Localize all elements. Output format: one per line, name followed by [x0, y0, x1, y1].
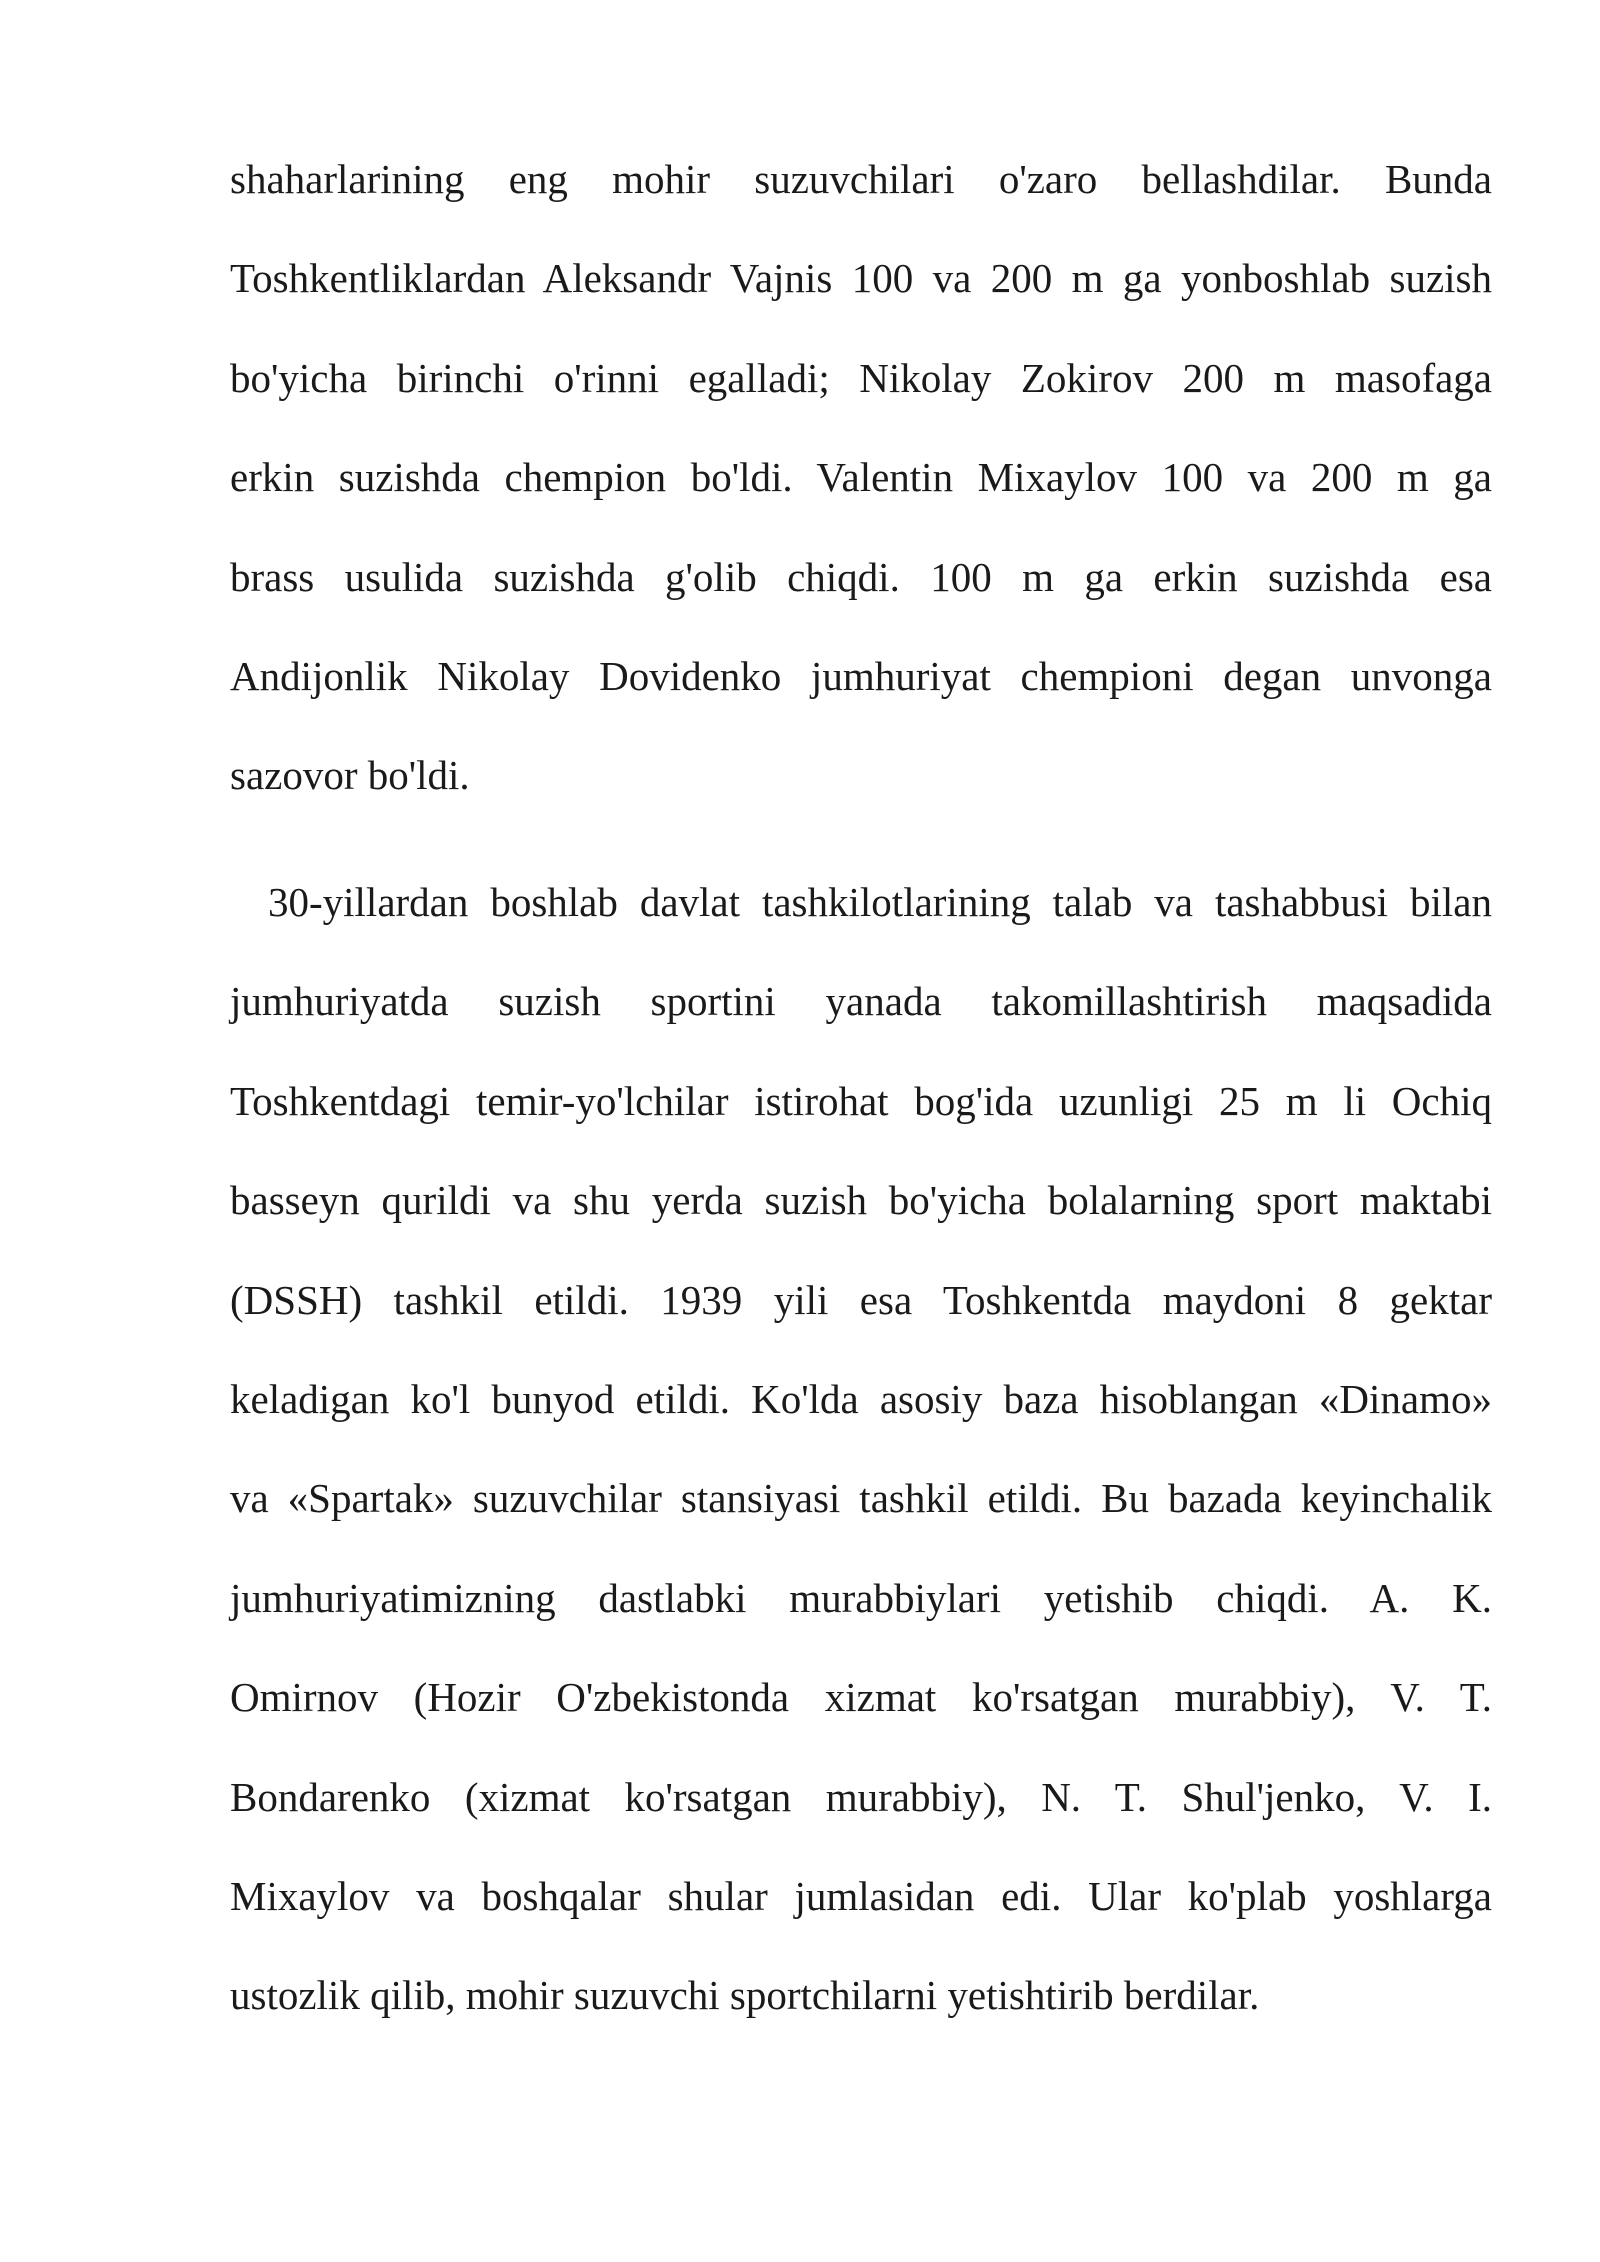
- paragraph-1: [230, 130, 1492, 826]
- paragraph-line: brass usulida suzishda g'olib chiqdi. 100 m ga erkin suzishda esa: [230, 553, 1492, 600]
- paragraph-line: 30-yillardan boshlab davlat tashkilotlarining talab va tashabbusi bilan: [268, 879, 1492, 925]
- paragraph-line: Andijonlik Nikolay Dovidenko jumhuriyat chempioni degan unvonga: [230, 652, 1492, 699]
- paragraph-line: erkin suzishda chempion bo'ldi. Valentin Mixaylov 100 va 200 m ga: [230, 454, 1492, 501]
- paragraph-line: bo'yicha birinchi o'rinni egalladi; Nikolay Zokirov 200 m masofaga: [230, 354, 1492, 401]
- paragraph-line: ustozlik qilib, mohir suzuvchi sportchilarni yetishtirib berdilar.: [230, 1972, 1260, 2019]
- paragraph-line: shaharlarining eng mohir suzuvchilari o'zaro bellashdilar. Bunda: [230, 156, 1492, 202]
- paragraph-line: basseyn qurildi va shu yerda suzish bo'yicha bolalarning sport maktabi: [230, 1177, 1492, 1224]
- paragraph-line: jumhuriyatimizning dastlabki murabbiylari yetishib chiqdi. A. K.: [230, 1574, 1492, 1621]
- paragraph-line: (DSSH) tashkil etildi. 1939 yili esa Toshkentda maydoni 8 gektar: [230, 1276, 1492, 1323]
- paragraph-2: [230, 853, 1492, 2046]
- paragraph-line: Bondarenko (xizmat ko'rsatgan murabbiy), N. T. Shul'jenko, V. I.: [230, 1773, 1492, 1820]
- paragraph-line: keladigan ko'l bunyod etildi. Ko'lda asosiy baza hisoblangan «Dinamo»: [230, 1375, 1492, 1422]
- paragraph-line: jumhuriyatda suzish sportini yanada takomillashtirish maqsadida: [230, 978, 1492, 1025]
- paragraph-line: Toshkentdagi temir-yo'lchilar istirohat bog'ida uzunligi 25 m li Ochiq: [230, 1077, 1492, 1124]
- paragraph-line: va «Spartak» suzuvchilar stansiyasi tashkil etildi. Bu bazada keyinchalik: [230, 1475, 1492, 1522]
- paragraph-line: Toshkentliklardan Aleksandr Vajnis 100 va 200 m ga yonboshlab suzish: [230, 255, 1492, 302]
- paragraph-line: Mixaylov va boshqalar shular jumlasidan edi. Ular ko'plab yoshlarga: [230, 1872, 1492, 1919]
- paragraph-line: Omirnov (Hozir O'zbekistonda xizmat ko'rsatgan murabbiy), V. T.: [230, 1674, 1492, 1721]
- paragraph-line: sazovor bo'ldi.: [230, 752, 470, 799]
